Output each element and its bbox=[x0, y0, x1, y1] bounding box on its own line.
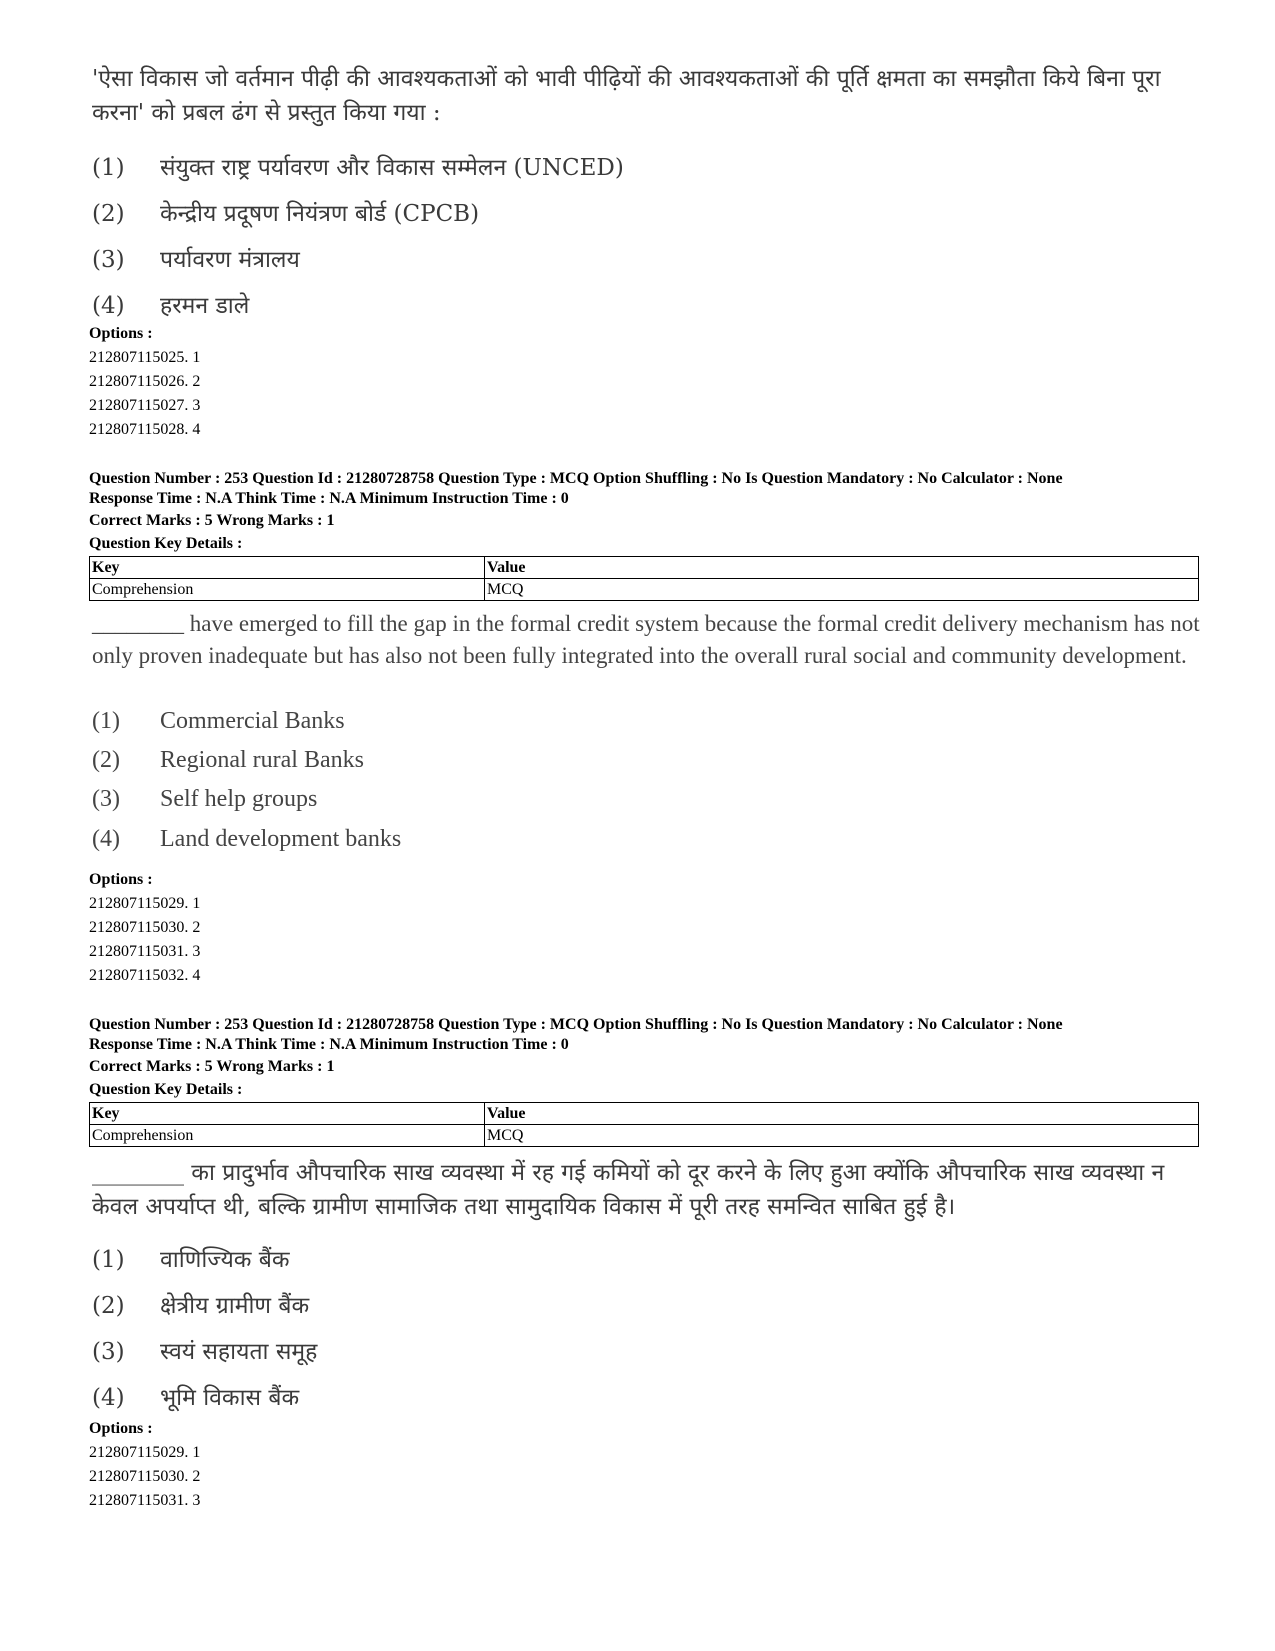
q3-choice-2: (2) क्षेत्रीय ग्रामीण बैंक bbox=[92, 1293, 310, 1319]
q2-marks: Correct Marks : 5 Wrong Marks : 1 bbox=[89, 512, 335, 529]
q1-choice-3: (3) पर्यावरण मंत्रालय bbox=[92, 247, 300, 273]
q3-stem: ________ का प्रादुर्भाव औपचारिक साख व्यवस्था में रह गई कमियों को दूर करने के लिए हुआ क्योंकि औपचारिक साख व्यवस्था न केवल अपर्याप्त थी, बल्कि ग्रामीण सामाजिक तथा सामुदायिक विकास में पूरी तरह समन्वित साबित हुई है। bbox=[92, 1160, 1165, 1220]
q2-choice-2: (2) Regional rural Banks bbox=[92, 747, 364, 773]
options-label: Options : bbox=[89, 871, 153, 888]
option-id: 212807115025. 1 bbox=[89, 349, 201, 366]
q3-meta-line1: Question Number : 253 Question Id : 21280728758 Question Type : MCQ Option Shuffling : No Is Question Mandatory : No Calculator : None bbox=[89, 1016, 1063, 1033]
q3-choice-1: (1) वाणिज्यिक बैंक bbox=[92, 1247, 290, 1273]
q2-block bbox=[92, 608, 1202, 852]
q1-options bbox=[89, 322, 200, 442]
option-id: 212807115032. 4 bbox=[89, 967, 201, 984]
q1-choice-1: (1) संयुक्त राष्ट्र पर्यावरण और विकास सम्मेलन (UNCED) bbox=[92, 155, 624, 181]
value-header: Value bbox=[485, 1103, 1199, 1125]
option-id: 212807115028. 4 bbox=[89, 421, 201, 438]
q2-stem: ________ have emerged to fill the gap in the formal credit system because the formal credit delivery mechanism has not only proven inadequate but has also not been fully integrated into the overall rural social and community development. bbox=[92, 611, 1200, 668]
q1-block bbox=[92, 62, 1202, 319]
key-cell: Comprehension bbox=[90, 1125, 485, 1147]
q1-choice-2: (2) केन्द्रीय प्रदूषण नियंत्रण बोर्ड (CPCB) bbox=[92, 201, 480, 227]
q1-stem: 'ऐसा विकास जो वर्तमान पीढ़ी की आवश्यकताओं को भावी पीढ़ियों की आवश्यकताओं की पूर्ति क्षमता का समझौता किये बिना पूरा करना' को प्रबल ढंग से प्रस्तुत किया गया : bbox=[92, 66, 1161, 126]
value-header: Value bbox=[485, 557, 1199, 579]
q2-key-table bbox=[89, 556, 1199, 601]
q3-options bbox=[89, 1417, 200, 1513]
option-id: 212807115031. 3 bbox=[89, 943, 201, 960]
key-header: Key bbox=[90, 557, 485, 579]
q3-meta-line2: Response Time : N.A Think Time : N.A Minimum Instruction Time : 0 bbox=[89, 1036, 569, 1053]
q3-key-table bbox=[89, 1102, 1199, 1147]
option-id: 212807115031. 3 bbox=[89, 1492, 201, 1509]
q3-meta bbox=[89, 1015, 1063, 1055]
value-cell: MCQ bbox=[485, 1125, 1199, 1147]
option-id: 212807115030. 2 bbox=[89, 1468, 201, 1485]
q2-choice-4: (4) Land development banks bbox=[92, 826, 402, 852]
option-id: 212807115030. 2 bbox=[89, 919, 201, 936]
option-id: 212807115029. 1 bbox=[89, 1444, 201, 1461]
q3-block bbox=[92, 1156, 1202, 1411]
q2-meta bbox=[89, 469, 1063, 509]
q2-choice-3: (3) Self help groups bbox=[92, 786, 318, 812]
q2-choice-1: (1) Commercial Banks bbox=[92, 708, 345, 734]
options-label: Options : bbox=[89, 325, 153, 342]
q2-options bbox=[89, 868, 200, 988]
q2-key-details-label: Question Key Details : bbox=[89, 535, 243, 552]
q3-choice-4: (4) भूमि विकास बैंक bbox=[92, 1385, 300, 1411]
key-cell: Comprehension bbox=[90, 579, 485, 601]
option-id: 212807115027. 3 bbox=[89, 397, 201, 414]
option-id: 212807115026. 2 bbox=[89, 373, 201, 390]
value-cell: MCQ bbox=[485, 579, 1199, 601]
q3-key-details-label: Question Key Details : bbox=[89, 1081, 243, 1098]
q3-marks: Correct Marks : 5 Wrong Marks : 1 bbox=[89, 1058, 335, 1075]
q2-meta-line2: Response Time : N.A Think Time : N.A Minimum Instruction Time : 0 bbox=[89, 490, 569, 507]
q1-choice-4: (4) हरमन डाले bbox=[92, 293, 250, 319]
option-id: 212807115029. 1 bbox=[89, 895, 201, 912]
q2-meta-line1: Question Number : 253 Question Id : 21280728758 Question Type : MCQ Option Shuffling : No Is Question Mandatory : No Calculator : None bbox=[89, 470, 1063, 487]
options-label: Options : bbox=[89, 1420, 153, 1437]
key-header: Key bbox=[90, 1103, 485, 1125]
q3-choice-3: (3) स्वयं सहायता समूह bbox=[92, 1339, 318, 1365]
